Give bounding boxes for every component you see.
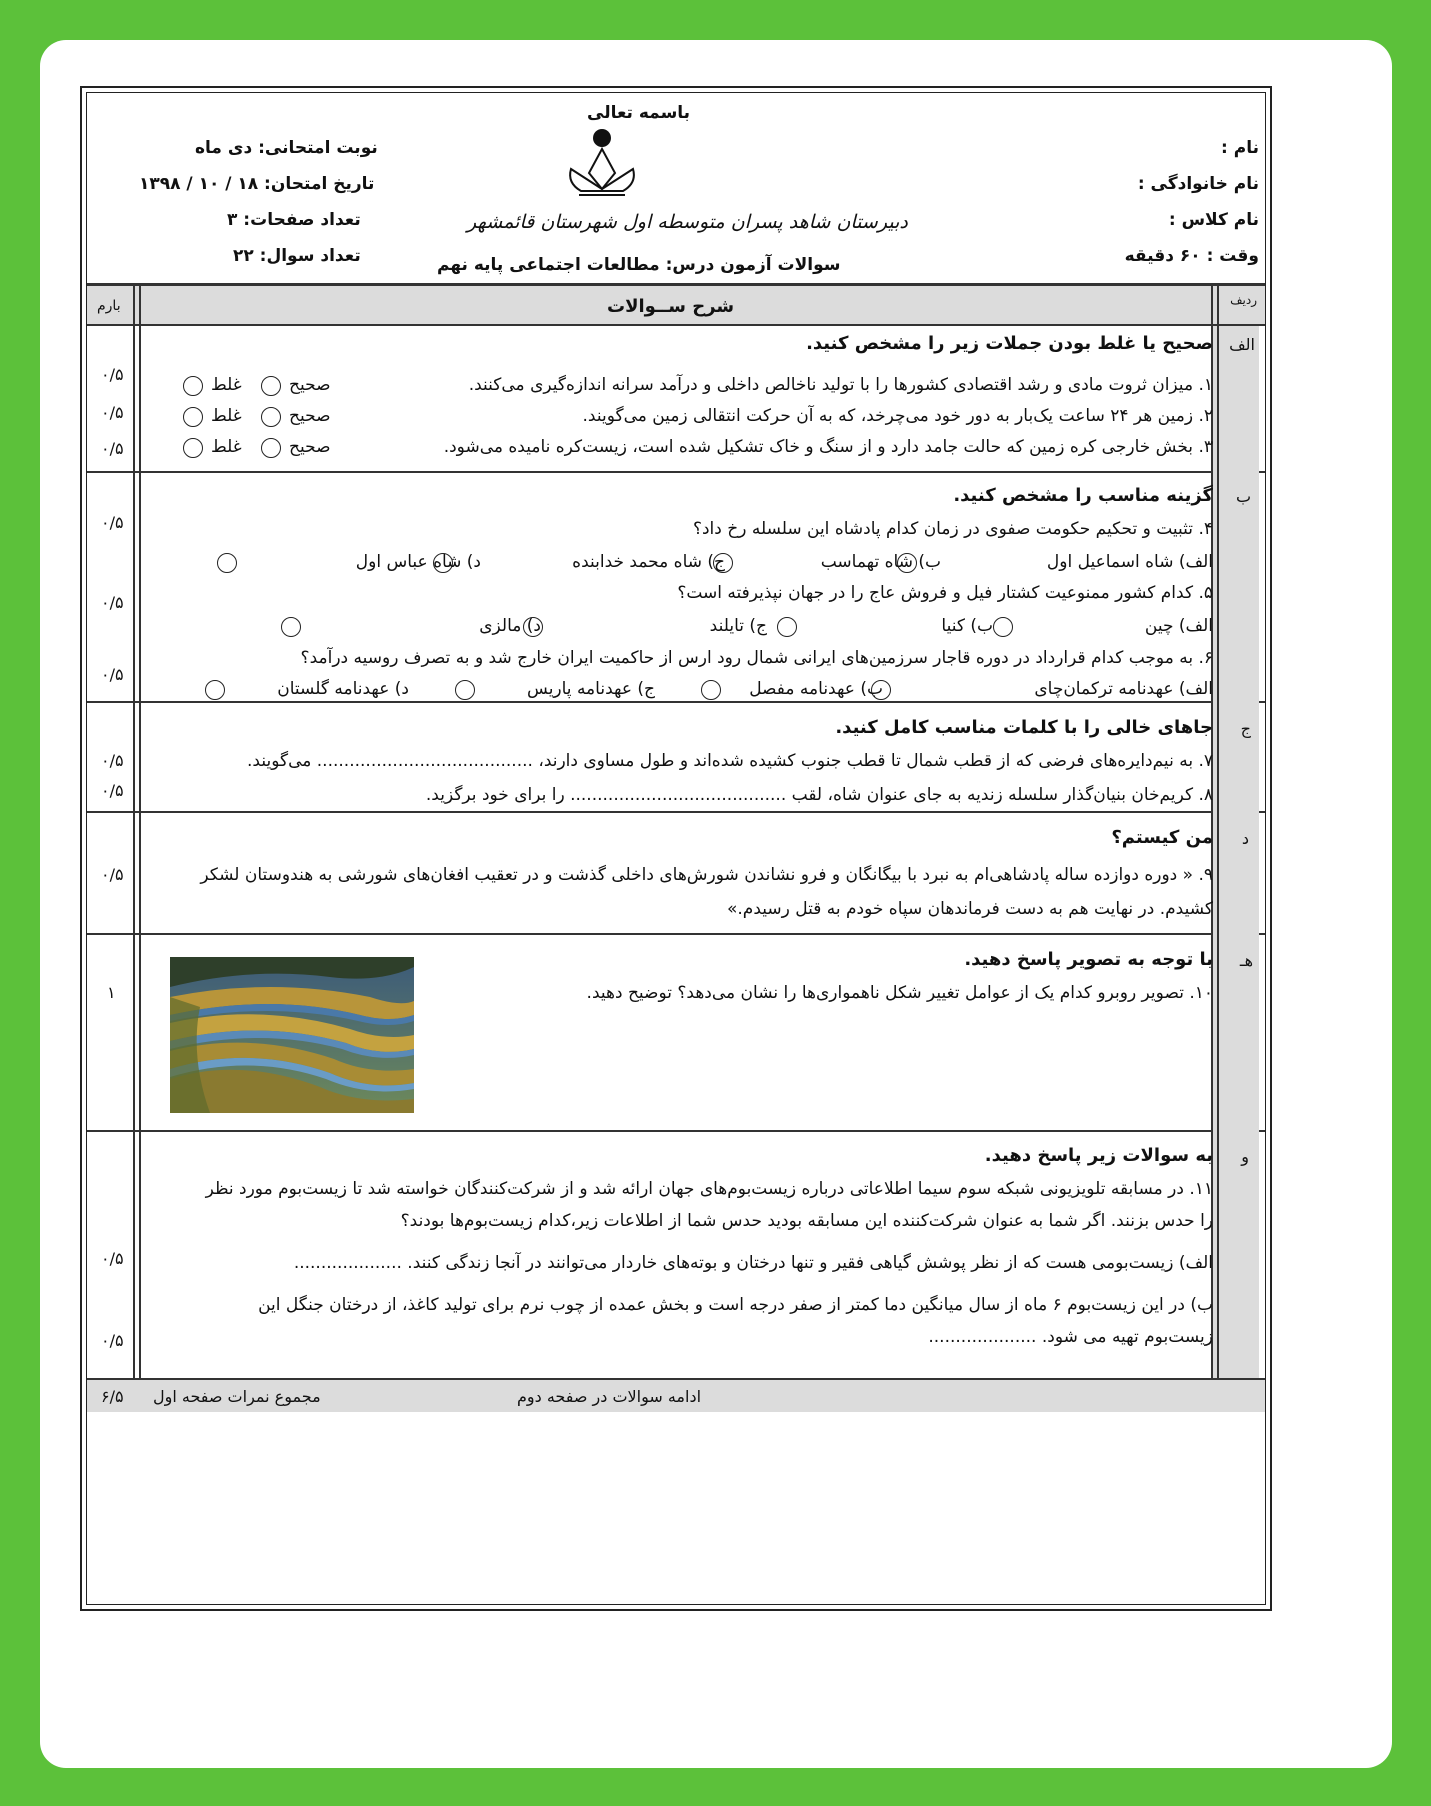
false-radio[interactable] — [183, 438, 203, 458]
question-text: ۱۱. در مسابقه تلویزیونی شبکه سوم سیما اطلاعاتی درباره زیست‌بوم‌های جهان ارائه شد و از شرکت‌کنندگان خواسته شد تا زیست‌بوم مورد نظر — [205, 1179, 1213, 1199]
option-radio[interactable] — [701, 680, 721, 700]
true-label: صحیح — [289, 375, 331, 395]
score-value: ۰/۵ — [101, 865, 124, 884]
total-score-label: مجموع نمرات صفحه اول — [153, 1387, 321, 1406]
false-label: غلط — [211, 375, 242, 395]
sub-question: زیست‌بوم تهیه می شود. .................... — [928, 1327, 1213, 1347]
option-label: ج) شاه محمد خدابنده — [572, 552, 725, 572]
score-column-line — [133, 286, 135, 1378]
true-radio[interactable] — [261, 438, 281, 458]
option-label: ب) عهدنامه مفصل — [749, 679, 883, 699]
score-value: ۰/۵ — [101, 1249, 124, 1268]
row-header: ردیف — [1230, 293, 1257, 307]
question-text: ۱. میزان ثروت مادی و رشد اقتصادی کشورها را با تولید ناخالص داخلی و درآمد سرانه اندازه‌گیری می‌کنند. — [468, 375, 1213, 395]
section-letter: د — [1241, 829, 1249, 848]
option-label: ب) شاه تهماسب — [820, 552, 941, 572]
true-radio[interactable] — [261, 376, 281, 396]
row-column-shade — [1213, 326, 1259, 1378]
section-letter: الف — [1229, 335, 1255, 354]
score-value: ۰/۵ — [101, 751, 124, 770]
false-radio[interactable] — [183, 407, 203, 427]
question-text: ۲. زمین هر ۲۴ ساعت یک‌بار به دور خود می‌چرخد، که به آن حرکت انتقالی زمین می‌گویند. — [582, 406, 1213, 426]
score-value: ۰/۵ — [101, 593, 124, 612]
false-radio[interactable] — [183, 376, 203, 396]
class-name-field[interactable]: نام کلاس : — [1168, 210, 1259, 230]
question-text: کشیدم. در نهایت هم به دست فرماندهان سپاه خودم به قتل رسیدم.» — [726, 899, 1213, 919]
option-radio[interactable] — [205, 680, 225, 700]
section-title: به سوالات زیر پاسخ دهید. — [984, 1145, 1213, 1166]
option-label: الف) عهدنامه ترکمان‌چای — [1034, 679, 1213, 699]
section-title: با توجه به تصویر پاسخ دهید. — [964, 949, 1213, 970]
section-title: جاهای خالی را با کلمات مناسب کامل کنید. — [835, 717, 1213, 738]
row-divider — [87, 701, 1265, 703]
option-radio[interactable] — [455, 680, 475, 700]
score-value: ۱ — [107, 983, 116, 1002]
option-radio[interactable] — [281, 617, 301, 637]
fill-blank-question: ۸. کریم‌خان بنیان‌گذار سلسله زندیه به جای عنوان شاه، لقب ........................................ را برای خود برگزید. — [425, 785, 1213, 805]
exam-duration: وقت : ۶۰ دقیقه — [1124, 246, 1259, 266]
option-radio[interactable] — [993, 617, 1013, 637]
question-text: ۴. تثبیت و تحکیم حکومت صفوی در زمان کدام پادشاه این سلسله رخ داد؟ — [692, 519, 1213, 539]
score-value: ۰/۵ — [101, 1331, 124, 1350]
exam-sheet — [80, 86, 1272, 1611]
score-value: ۰/۵ — [101, 439, 124, 458]
option-label: الف) چین — [1144, 616, 1213, 636]
option-radio[interactable] — [777, 617, 797, 637]
score-value: ۰/۵ — [101, 403, 124, 422]
option-label: ب) کنیا — [941, 616, 993, 636]
row-divider — [87, 811, 1265, 813]
question-text: ۱۰. تصویر روبرو کدام یک از عوامل تغییر شکل ناهمواری‌ها را نشان می‌دهد؟ توضیح دهید. — [586, 983, 1213, 1003]
option-label: ج) تایلند — [709, 616, 767, 636]
question-text: ۶. به موجب کدام قرارداد در دوره قاجار سرزمین‌های ایرانی شمال رود ارس از حاکمیت ایران خارج شد و به تصرف روسیه درآمد؟ — [300, 648, 1213, 668]
section-title: گزینه مناسب را مشخص کنید. — [953, 485, 1213, 506]
row-divider — [87, 1130, 1265, 1132]
score-value: ۰/۵ — [101, 513, 124, 532]
student-name-field[interactable]: نام : — [1221, 138, 1259, 158]
sub-question: ب) در این زیست‌بوم ۶ ماه از سال میانگین دما کمتر از صفر درجه است و بخش عمده از چوب نرم برای تولید کاغذ، از درختان جنگل این — [258, 1295, 1213, 1315]
true-label: صحیح — [289, 406, 331, 426]
exam-session: نوبت امتحانی: دی ماه — [195, 138, 378, 158]
score-value: ۰/۵ — [101, 365, 124, 384]
school-name: دبیرستان شاهد پسران متوسطه اول شهرستان قائمشهر — [467, 211, 908, 233]
page-count: تعداد صفحات: ۳ — [227, 210, 361, 230]
fill-blank-question: ۷. به نیم‌دایره‌های فرضی که از قطب شمال تا قطب جنوب کشیده شده‌اند و طول مساوی دارند، ........................................ می‌گویند. — [247, 751, 1213, 771]
question-text: ۹. « دوره دوازده ساله پادشاهی‌ام به نبرد با بیگانگان و فرو نشاندن شورش‌های داخلی گذشت و در تعقیب افغان‌های شورشی به هندوستان لشکر — [200, 865, 1213, 885]
section-letter: ب — [1235, 487, 1251, 506]
exam-table — [86, 92, 1266, 1605]
true-label: صحیح — [289, 437, 331, 457]
section-title: صحیح یا غلط بودن جملات زیر را مشخص کنید. — [806, 333, 1213, 354]
score-header: بارم — [97, 298, 121, 314]
option-label: د) مالزی — [479, 616, 541, 636]
false-label: غلط — [211, 437, 242, 457]
bismillah: باسمه تعالی — [587, 103, 691, 123]
total-score-value: ۶/۵ — [101, 1387, 124, 1406]
section-letter: هـ — [1239, 951, 1253, 970]
option-radio[interactable] — [217, 553, 237, 573]
section-letter: و — [1241, 1147, 1249, 1166]
school-logo-icon — [559, 127, 645, 199]
row-column-line — [1217, 286, 1219, 1378]
question-count: تعداد سوال: ۲۲ — [233, 246, 361, 266]
option-label: د) شاه عباس اول — [355, 552, 481, 572]
question-text: را حدس بزنند. اگر شما به عنوان شرکت‌کننده این مسابقه بودید حدس شما از اطلاعات زیر،کدام زیست‌بوم‌ها بودند؟ — [400, 1211, 1213, 1231]
option-label: د) عهدنامه گلستان — [277, 679, 409, 699]
score-value: ۰/۵ — [101, 781, 124, 800]
question-text: ۵. کدام کشور ممنوعیت کشتار فیل و فروش عاج را در جهان نپذیرفته است؟ — [677, 583, 1213, 603]
description-header: شرح ســوالات — [607, 296, 735, 317]
section-title: من کیستم؟ — [1111, 827, 1213, 848]
sub-question: الف) زیست‌بومی هست که از نظر پوشش گیاهی فقیر و تنها درختان و بوته‌های خاردار می‌توانند در آنجا زندگی کنند. .................... — [293, 1253, 1213, 1273]
option-label: الف) شاه اسماعیل اول — [1046, 552, 1213, 572]
continue-note: ادامه سوالات در صفحه دوم — [517, 1387, 702, 1406]
score-value: ۰/۵ — [101, 665, 124, 684]
family-name-field[interactable]: نام خانوادگی : — [1137, 174, 1259, 194]
option-label: ج) عهدنامه پاریس — [527, 679, 655, 699]
rice-terraces-image — [170, 957, 414, 1113]
row-divider — [87, 933, 1265, 935]
section-letter: ج — [1240, 719, 1251, 738]
question-text: ۳. بخش خارجی کره زمین که حالت جامد دارد و از سنگ و خاک تشکیل شده است، زیست‌کره نامیده می‌شود. — [443, 437, 1213, 457]
exam-title: سوالات آزمون درس: مطالعات اجتماعی پایه نهم — [437, 255, 841, 275]
false-label: غلط — [211, 406, 242, 426]
score-column-line — [139, 286, 141, 1378]
row-divider — [87, 324, 1265, 326]
true-radio[interactable] — [261, 407, 281, 427]
exam-date: تاریخ امتحان: ۱۸ / ۱۰ / ۱۳۹۸ — [139, 174, 375, 194]
row-divider — [87, 471, 1265, 473]
